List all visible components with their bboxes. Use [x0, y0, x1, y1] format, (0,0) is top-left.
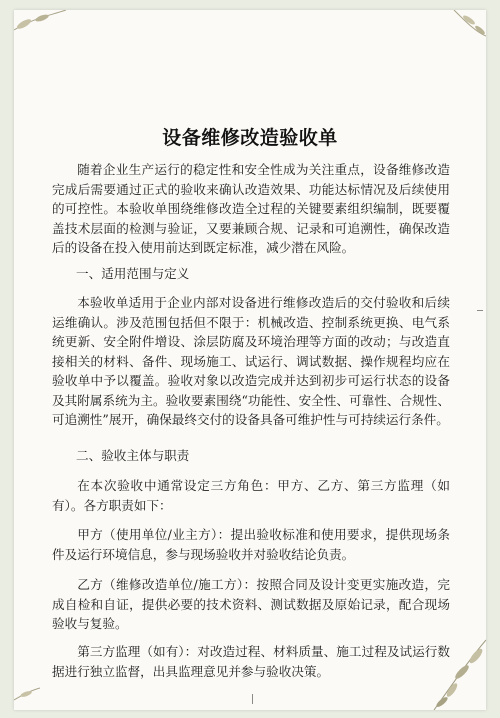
party-c-duties: 第三方监理（如有）：对改造过程、材料质量、施工过程及试运行数据进行独立监督，出具监理意见并参与验收决策。: [52, 644, 450, 679]
page-title: 设备维修改造验收单: [162, 127, 338, 149]
bottom-leaf-decoration: [14, 590, 486, 710]
right-margin-mark: [477, 310, 483, 311]
section-1-body: 本验收单适用于企业内部对设备进行维修改造后的交付验收和后续运维确认。涉及范围包括但不限于：机械改造、控制系统更换、电气系统更新、安全附件增设、涂层防腐及环境治理等方面的改动；与改造直接相关的材料、备件、现场施工、试运行、调试数据、操作规程均应在验收单中予以覆盖。验收对象以改造完成并达到初步可运行状态的设备及其附属系统为主。验收要素围绕“功能性、安全性、可靠性、合规性、可追溯性”展开，确保最终交付的设备具备可维护性与可持续运行条件。: [52, 295, 450, 427]
party-a-duties: 甲方（使用单位/业主方）：提出验收标准和使用要求，提供现场条件及运行环境信息，参与现场验收并对验收结论负责。: [52, 527, 450, 562]
section-2-heading: 二、验收主体与职责: [76, 448, 190, 463]
intro-paragraph: 随着企业生产运行的稳定性和安全性成为关注重点，设备维修改造完成后需要通过正式的验收来确认改造效果、功能达标情况及后续使用的可控性。本验收单围绕维修改造全过程的关键要素组织编制，既要覆盖技术层面的检测与验证，又要兼顾合规、记录和可追溯性，确保改造后的设备在投入使用前达到既定标准，减少潜在风险。: [52, 162, 450, 255]
section-2-intro: 在本次验收中通常设定三方角色：甲方、乙方、第三方监理（如有）。各方职责如下：: [52, 478, 450, 513]
top-leaf-decoration: [14, 10, 486, 70]
document-page: [14, 10, 486, 710]
party-b-duties: 乙方（维修改造单位/施工方）：按照合同及设计变更实施改造，完成自检和自证，提供必要的技术资料、测试数据及原始记录，配合现场验收与复验。: [52, 577, 450, 631]
section-1-heading: 一、适用范围与定义: [76, 266, 190, 281]
